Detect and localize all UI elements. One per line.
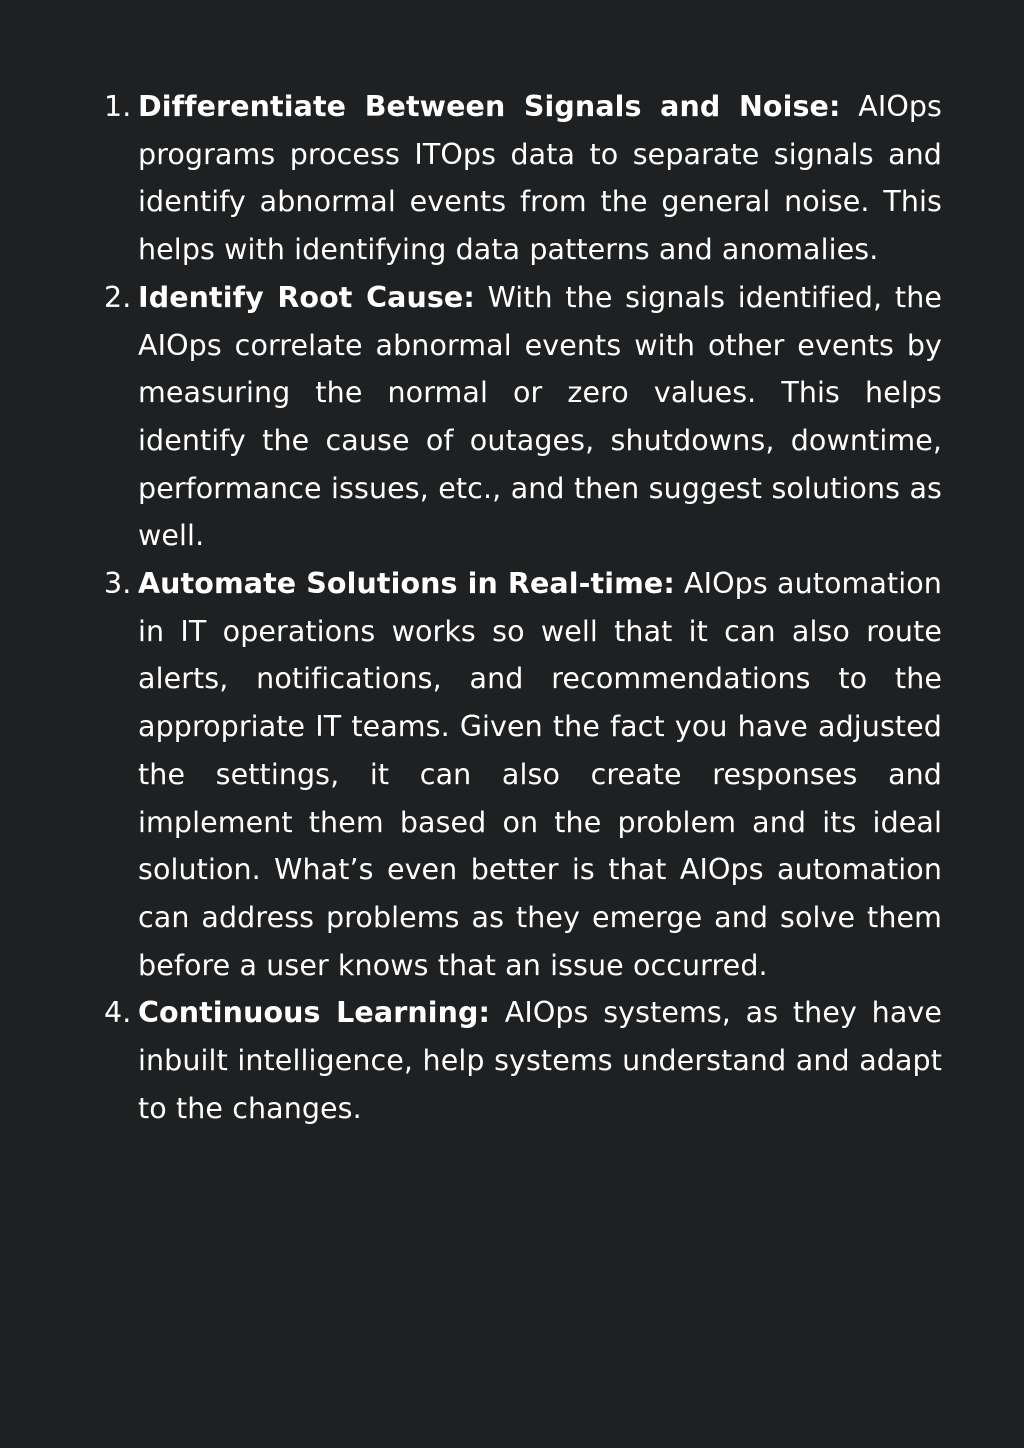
list-item-continuous-learning [104, 989, 942, 1132]
item-heading: Continuous Learning: [138, 996, 490, 1030]
list-item-differentiate-signals [104, 83, 942, 274]
item-heading: Automate Solutions in Real-time: [138, 567, 675, 601]
item-body: AIOps systems, as they have inbuilt intelligence, help systems understand and adapt to the changes. [138, 996, 942, 1125]
list-number: 2. [104, 280, 132, 314]
list-number: 4. [104, 996, 132, 1030]
item-body: With the signals identified, the AIOps correlate abnormal events with other events by measuring the normal or zero values. This helps identify the cause of outages, shutdowns, downtime, performance issues, etc., and then suggest solutions as well. [138, 280, 942, 553]
item-body: AIOps programs process ITOps data to separate signals and identify abnormal events from the general noise. This helps with identifying data patterns and anomalies. [138, 90, 942, 267]
list-item-identify-root-cause [104, 274, 942, 560]
item-heading: Differentiate Between Signals and Noise: [138, 90, 841, 123]
item-body: AIOps automation in IT operations works so well that it can also route alerts, notifications, and recommendations to the appropriate IT teams. Given the fact you have adjusted the settings, it can also create responses and implement them based on the problem and its ideal solution. What’s even better is that AIOps automation can address problems as they emerge and solve them before a user knows that an issue occurred. [138, 567, 942, 982]
item-heading: Identify Root Cause: [138, 280, 475, 314]
list-number: 1. [104, 90, 132, 123]
numbered-list [104, 83, 942, 1132]
list-item-automate-solutions [104, 560, 942, 989]
list-number: 3. [104, 567, 132, 601]
